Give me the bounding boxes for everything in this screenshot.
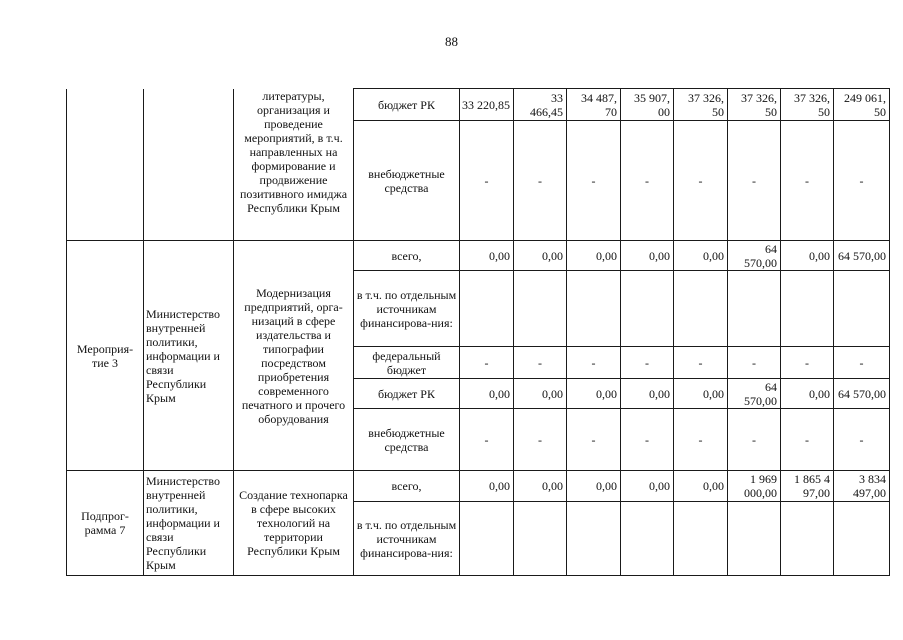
value-cell: 0,00 xyxy=(674,379,728,409)
value-cell: - xyxy=(567,409,621,471)
value-cell: - xyxy=(834,347,890,379)
value-cell: - xyxy=(728,347,781,379)
value-cell: 64 570,00 xyxy=(728,241,781,271)
funding-source: всего, xyxy=(354,471,460,502)
value-cell: - xyxy=(567,347,621,379)
value-cell xyxy=(621,271,674,347)
table-row xyxy=(67,89,890,121)
value-cell: 64 570,00 xyxy=(728,379,781,409)
funding-source: в т.ч. по отдельным источникам финансирова-ния: xyxy=(354,502,460,576)
value-cell: 0,00 xyxy=(514,379,567,409)
value-cell: 0,00 xyxy=(460,241,514,271)
value-cell: 0,00 xyxy=(621,471,674,502)
value-cell: 0,00 xyxy=(674,241,728,271)
executor-cell: Министерство внутренней политики, информации и связи Республики Крым xyxy=(144,471,234,576)
value-cell xyxy=(781,271,834,347)
value-cell xyxy=(567,502,621,576)
value-cell: 0,00 xyxy=(567,379,621,409)
value-cell: 0,00 xyxy=(674,471,728,502)
table-row xyxy=(67,471,890,502)
value-cell xyxy=(728,502,781,576)
value-cell xyxy=(460,502,514,576)
table-row xyxy=(67,241,890,271)
value-cell: 34 487, 70 xyxy=(567,89,621,121)
value-cell: - xyxy=(621,409,674,471)
measure-description: Модернизация предприятий, орга-низаций в сфере издательства и типографии посредством приобретения современного печатного и прочего оборудования xyxy=(234,241,354,471)
funding-source: внебюджетные средства xyxy=(354,121,460,241)
value-cell: - xyxy=(781,347,834,379)
executor-cell xyxy=(144,89,234,241)
value-cell: 64 570,00 xyxy=(834,241,890,271)
value-cell xyxy=(460,271,514,347)
page-number: 88 xyxy=(445,34,458,49)
value-cell: - xyxy=(514,409,567,471)
value-cell: 0,00 xyxy=(781,379,834,409)
value-cell xyxy=(567,271,621,347)
value-cell: - xyxy=(781,121,834,241)
value-cell: - xyxy=(674,409,728,471)
value-cell: 0,00 xyxy=(460,471,514,502)
value-cell xyxy=(674,502,728,576)
measure-description: литературы, организация и проведение мероприятий, в т.ч. направленных на формирование и продвижение позитивного имиджа Республики Крым xyxy=(234,89,354,241)
value-cell: - xyxy=(728,409,781,471)
value-cell: - xyxy=(674,121,728,241)
value-cell: 0,00 xyxy=(621,241,674,271)
value-cell: 0,00 xyxy=(621,379,674,409)
value-cell: 64 570,00 xyxy=(834,379,890,409)
label-cell xyxy=(67,89,144,241)
value-cell: - xyxy=(514,347,567,379)
value-cell: 0,00 xyxy=(460,379,514,409)
value-cell: - xyxy=(460,121,514,241)
value-cell: 33 466,45 xyxy=(514,89,567,121)
value-cell xyxy=(834,271,890,347)
value-cell: 249 061, 50 xyxy=(834,89,890,121)
funding-source: всего, xyxy=(354,241,460,271)
value-cell xyxy=(781,502,834,576)
funding-source: внебюджетные средства xyxy=(354,409,460,471)
value-cell xyxy=(514,271,567,347)
value-cell: 35 907, 00 xyxy=(621,89,674,121)
value-cell: - xyxy=(621,347,674,379)
value-cell: - xyxy=(621,121,674,241)
value-cell: 0,00 xyxy=(781,241,834,271)
value-cell: 0,00 xyxy=(567,241,621,271)
value-cell: 0,00 xyxy=(514,471,567,502)
value-cell: - xyxy=(674,347,728,379)
value-cell: 37 326, 50 xyxy=(781,89,834,121)
value-cell: 33 220,85 xyxy=(460,89,514,121)
value-cell: - xyxy=(834,409,890,471)
funding-source: в т.ч. по отдельным источникам финансирова-ния: xyxy=(354,271,460,347)
value-cell: 1 865 4 97,00 xyxy=(781,471,834,502)
value-cell: 37 326, 50 xyxy=(674,89,728,121)
value-cell xyxy=(621,502,674,576)
executor-cell: Министерство внутренней политики, информации и связи Республики Крым xyxy=(144,241,234,471)
value-cell: - xyxy=(728,121,781,241)
value-cell: - xyxy=(567,121,621,241)
budget-table xyxy=(66,88,890,576)
funding-source: федеральный бюджет xyxy=(354,347,460,379)
subprogram-description: Создание технопарка в сфере высоких технологий на территории Республики Крым xyxy=(234,471,354,576)
value-cell: - xyxy=(834,121,890,241)
value-cell: - xyxy=(514,121,567,241)
subprogram-label: Подпрог-рамма 7 xyxy=(67,471,144,576)
value-cell: - xyxy=(781,409,834,471)
measure-label: Мероприя-тие 3 xyxy=(67,241,144,471)
value-cell: 0,00 xyxy=(514,241,567,271)
funding-source: бюджет РК xyxy=(354,379,460,409)
value-cell xyxy=(728,271,781,347)
value-cell xyxy=(834,502,890,576)
value-cell: 3 834 497,00 xyxy=(834,471,890,502)
value-cell xyxy=(674,271,728,347)
value-cell: 37 326, 50 xyxy=(728,89,781,121)
value-cell xyxy=(514,502,567,576)
value-cell: 0,00 xyxy=(567,471,621,502)
value-cell: 1 969 000,00 xyxy=(728,471,781,502)
value-cell: - xyxy=(460,409,514,471)
value-cell: - xyxy=(460,347,514,379)
funding-source: бюджет РК xyxy=(354,89,460,121)
